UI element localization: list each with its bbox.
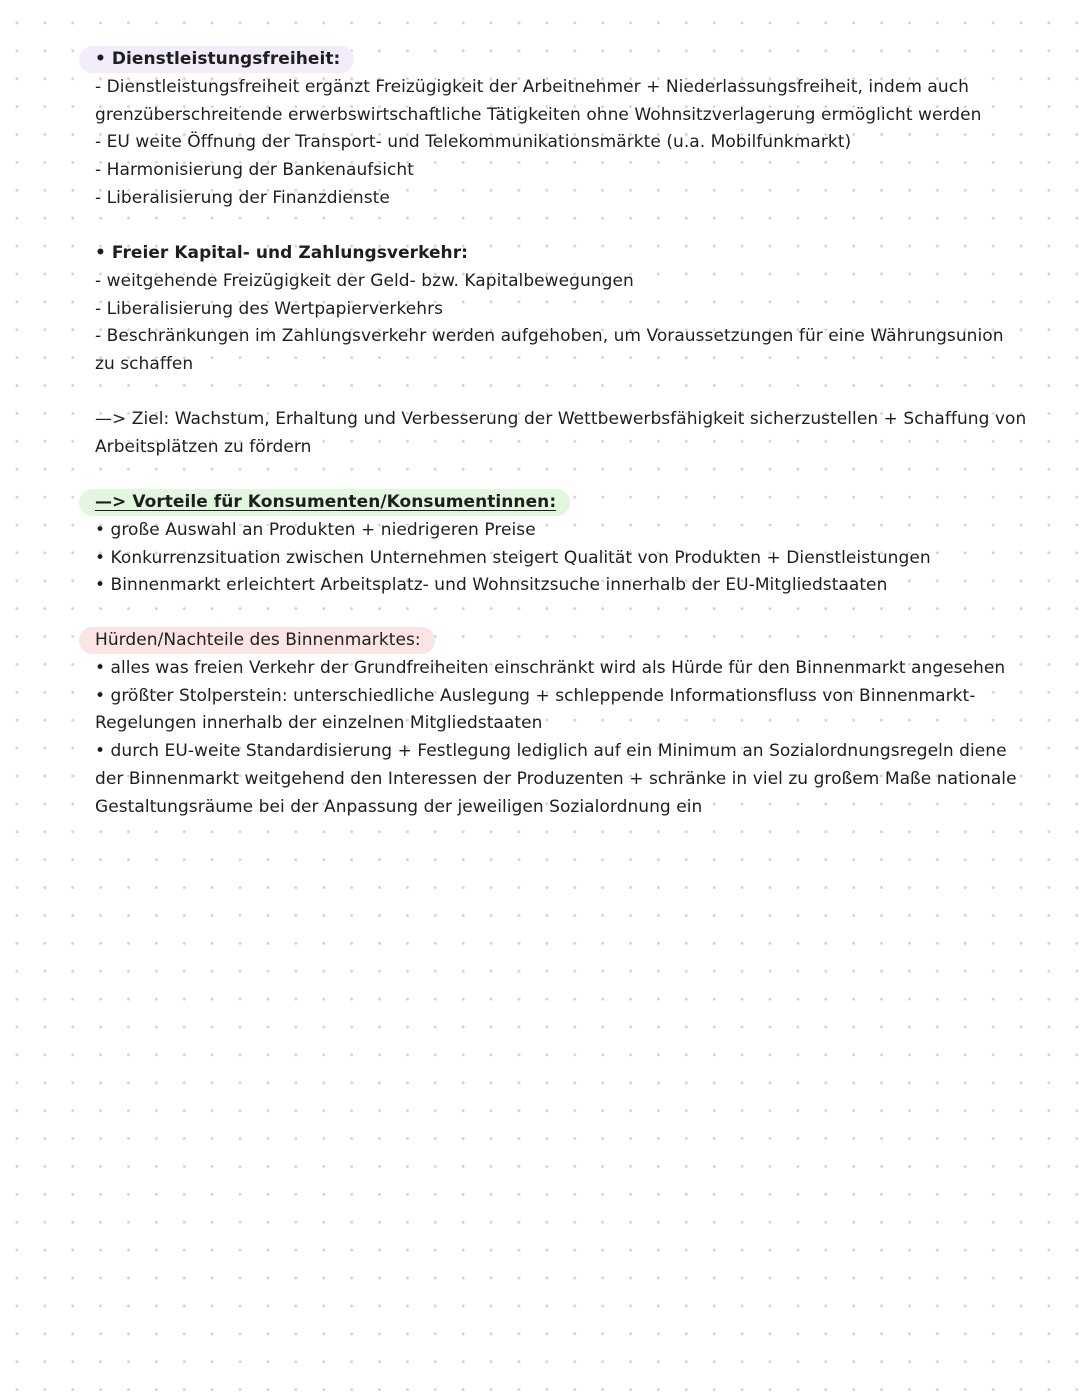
text-line: —> Ziel: Wachstum, Erhaltung und Verbesserung der Wettbewerbsfähigkeit sicherzustellen + Schaffung von (95, 409, 1027, 429)
text-line: - Harmonisierung der Bankenaufsicht (95, 160, 414, 181)
text-line: zu schaffen (95, 354, 194, 375)
heading-dienstleistungsfreiheit: • Dienstleistungsfreiheit: (79, 46, 354, 73)
text-line: der Binnenmarkt weitgehend den Interessen der Produzenten + schränke in viel zu großem Maße nationale (95, 768, 1017, 789)
heading-vorteile: —> Vorteile für Konsumenten/Konsumentinnen: (79, 489, 570, 516)
text-line: - Beschränkungen im Zahlungsverkehr werden aufgehoben, um Voraussetzungen für eine Währungsunion (95, 326, 1004, 347)
heading-huerden: Hürden/Nachteile des Binnenmarktes: (79, 627, 435, 654)
text-line: • alles was freien Verkehr der Grundfreiheiten einschränkt wird als Hürde für den Binnenmarkt angesehen (95, 657, 1006, 678)
section-huerden (95, 627, 1050, 822)
text-line: • große Auswahl an Produkten + niedrigeren Preise (95, 519, 536, 540)
text-line: - EU weite Öffnung der Transport- und Telekommunikationsmärkte (u.a. Mobilfunkmarkt) (95, 132, 852, 153)
text-line: • Konkurrenzsituation zwischen Unternehmen steigert Qualität von Produkten + Dienstleistungen (95, 547, 931, 568)
section-ziel (95, 406, 1050, 462)
section-vorteile (95, 489, 1050, 600)
text-line: - Liberalisierung der Finanzdienste (95, 187, 390, 208)
text-line: • größter Stolperstein: unterschiedliche Auslegung + schleppende Informationsfluss von Binnenmarkt- (95, 685, 976, 706)
text-line: Arbeitsplätzen zu fördern (95, 436, 312, 457)
text-line: • Binnenmarkt erleichtert Arbeitsplatz- und Wohnsitzsuche innerhalb der EU-Mitgliedstaaten (95, 575, 888, 596)
text-line: - Liberalisierung des Wertpapierverkehrs (95, 298, 444, 319)
text-line: grenzüberschreitende erwerbswirtschaftliche Tätigkeiten ohne Wohnsitzverlagerung ermöglicht werden (95, 104, 982, 125)
section-dienstleistungsfreiheit (95, 46, 1050, 213)
text-line: • durch EU-weite Standardisierung + Festlegung lediglich auf ein Minimum an Sozialordnungsregeln diene (95, 741, 1007, 762)
text-line: - weitgehende Freizügigkeit der Geld- bzw. Kapitalbewegungen (95, 270, 634, 291)
section-kapitalverkehr (95, 240, 1050, 379)
heading-kapitalverkehr: • Freier Kapital- und Zahlungsverkehr: (95, 243, 468, 263)
text-line: Regelungen innerhalb der einzelnen Mitgliedstaaten (95, 713, 543, 734)
text-line: - Dienstleistungsfreiheit ergänzt Freizügigkeit der Arbeitnehmer + Niederlassungsfreiheit, indem auch (95, 76, 969, 97)
text-line: Gestaltungsräume bei der Anpassung der jeweiligen Sozialordnung ein (95, 796, 703, 817)
